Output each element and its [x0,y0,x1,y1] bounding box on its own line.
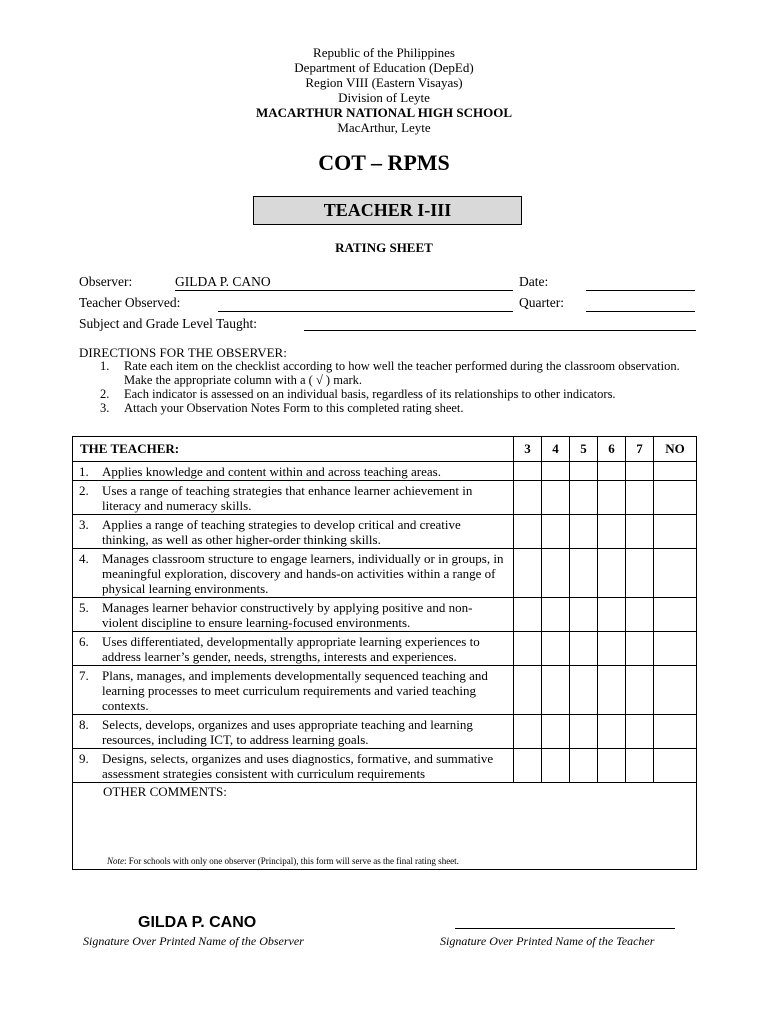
rating-cell[interactable] [542,666,570,715]
rating-cell[interactable] [598,749,626,783]
rating-cell[interactable] [626,462,654,481]
rating-cell[interactable] [598,549,626,598]
indicator-cell [73,666,514,715]
school-name: MACARTHUR NATIONAL HIGH SCHOOL [255,105,513,120]
date-label: Date: [519,274,549,289]
indicator-text: Plans, manages, and implements developmentally sequenced teaching and learning processes to meet curriculum requirements and varied teaching contexts. [102,668,488,713]
rating-cell[interactable] [514,462,542,481]
subject-grade-label: Subject and Grade Level Taught: [79,316,257,331]
direction-number: 3. [100,401,110,415]
header-line-3: Region VIII (Eastern Visayas) [305,75,463,90]
rating-cell[interactable] [542,749,570,783]
rating-cell[interactable] [514,515,542,549]
directions-title: DIRECTIONS FOR THE OBSERVER: [79,345,287,360]
indicator-number: 6. [79,634,89,649]
quarter-label: Quarter: [519,295,564,310]
indicator-cell [73,549,514,598]
quarter-field[interactable] [586,311,695,312]
directions-list [100,359,680,415]
rating-cell[interactable] [542,515,570,549]
teacher-signature-caption: Signature Over Printed Name of the Teacher [440,934,655,948]
rating-cell[interactable] [598,632,626,666]
rating-cell[interactable] [514,632,542,666]
rating-cell[interactable] [598,515,626,549]
school-location: MacArthur, Leyte [337,120,431,135]
indicator-item [73,715,513,748]
indicator-number: 2. [79,483,89,498]
indicator-cell [73,598,514,632]
rating-cell[interactable] [542,632,570,666]
direction-item [100,359,680,387]
rating-cell[interactable] [626,598,654,632]
table-row [73,481,697,515]
teacher-observed-label: Teacher Observed: [79,295,181,310]
rating-cell[interactable] [626,666,654,715]
indicator-text: Manages learner behavior constructively by applying positive and non-violent discipline to ensure learning-focused environments. [102,600,473,630]
table-header-row [73,437,697,462]
table-row [73,598,697,632]
rating-cell[interactable] [598,481,626,515]
comments-row [73,783,697,870]
observer-signature-name: GILDA P. CANO [138,914,257,931]
rating-cell[interactable] [598,666,626,715]
date-field[interactable] [586,290,695,291]
indicator-number: 4. [79,551,89,566]
rating-cell[interactable] [598,462,626,481]
rating-cell[interactable] [654,462,697,481]
indicator-item [73,549,513,597]
rating-cell[interactable] [570,481,598,515]
rating-cell[interactable] [542,462,570,481]
indicator-text: Applies a range of teaching strategies to develop critical and creative thinking, as well as other higher-order thinking skills. [102,517,461,547]
rating-cell[interactable] [598,598,626,632]
form-title: COT – RPMS [318,150,450,175]
table-row [73,515,697,549]
table-row [73,666,697,715]
rating-table [72,436,697,870]
form-subtitle: RATING SHEET [335,240,433,255]
indicator-cell [73,632,514,666]
document-header [0,45,768,135]
rating-column-header: 7 [626,437,654,462]
direction-item [100,401,680,415]
rating-cell[interactable] [654,549,697,598]
rating-cell[interactable] [514,598,542,632]
teacher-signature-line[interactable] [455,928,675,929]
indicator-text: Uses a range of teaching strategies that enhance learner achievement in literacy and numeracy skills. [102,483,473,513]
subject-grade-field[interactable] [304,330,696,331]
indicator-item [73,632,513,665]
direction-text: Each indicator is assessed on an individual basis, regardless of its relationships to other indicators. [124,387,616,401]
rating-cell[interactable] [514,749,542,783]
rating-column-header: 6 [598,437,626,462]
direction-item [100,387,680,401]
observer-value: GILDA P. CANO [175,274,271,289]
direction-text: Rate each item on the checklist according to how well the teacher performed during the classroom observation. Make the appropriate column with a ( √ ) mark. [124,359,680,387]
indicator-cell [73,462,514,481]
indicator-cell [73,515,514,549]
rating-column-header: NO [654,437,697,462]
table-row [73,462,697,481]
rating-column-header: 5 [570,437,598,462]
indicator-text: Applies knowledge and content within and across teaching areas. [102,464,441,479]
indicator-number: 3. [79,517,89,532]
rating-column-header: 3 [514,437,542,462]
rating-cell[interactable] [570,549,598,598]
rating-cell[interactable] [626,481,654,515]
teacher-column-header: THE TEACHER: [73,437,514,462]
rating-cell[interactable] [570,715,598,749]
rating-cell[interactable] [654,666,697,715]
indicator-text: Selects, develops, organizes and uses appropriate teaching and learning resources, including ICT, to address learning goals. [102,717,473,747]
table-row [73,715,697,749]
grade-level-box: TEACHER I-III [253,196,522,225]
rating-cell[interactable] [514,715,542,749]
rating-cell[interactable] [514,481,542,515]
direction-text: Attach your Observation Notes Form to this completed rating sheet. [124,401,464,415]
direction-number: 2. [100,387,110,401]
rating-cell[interactable] [514,549,542,598]
indicator-number: 8. [79,717,89,732]
indicator-item [73,462,513,480]
rating-cell[interactable] [654,515,697,549]
table-row [73,549,697,598]
rating-cell[interactable] [626,549,654,598]
rating-cell[interactable] [626,515,654,549]
rating-cell[interactable] [626,715,654,749]
indicator-item [73,481,513,514]
indicator-number: 7. [79,668,89,683]
observer-label: Observer: [79,274,133,289]
indicator-cell [73,715,514,749]
indicator-number: 9. [79,751,89,766]
rating-cell[interactable] [654,715,697,749]
indicator-item [73,598,513,631]
rating-cell[interactable] [570,515,598,549]
indicator-item [73,666,513,714]
note-text [107,856,459,866]
rating-cell[interactable] [570,462,598,481]
rating-cell[interactable] [570,666,598,715]
comments-label: OTHER COMMENTS: [103,784,227,799]
rating-cell[interactable] [542,715,570,749]
header-line-2: Department of Education (DepEd) [294,60,474,75]
indicator-text: Designs, selects, organizes and uses diagnostics, formative, and summative assessment strategies consistent with curriculum requirements [102,751,494,781]
indicator-text: Uses differentiated, developmentally appropriate learning experiences to address learner’s gender, needs, strengths, interests and experiences. [102,634,480,664]
rating-cell[interactable] [654,598,697,632]
header-line-1: Republic of the Philippines [313,45,455,60]
rating-column-header: 4 [542,437,570,462]
indicator-cell [73,481,514,515]
rating-cell[interactable] [626,632,654,666]
rating-cell[interactable] [542,481,570,515]
rating-cell[interactable] [570,632,598,666]
header-line-4: Division of Leyte [338,90,430,105]
observer-field[interactable] [175,290,513,291]
rating-cell[interactable] [542,598,570,632]
rating-cell[interactable] [654,632,697,666]
note-body: : For schools with only one observer (Principal), this form will serve as the final rating sheet. [124,856,459,866]
observer-signature-caption: Signature Over Printed Name of the Observer [83,934,304,948]
indicator-item [73,515,513,548]
rating-cell[interactable] [542,549,570,598]
teacher-observed-field[interactable] [218,311,513,312]
rating-cell[interactable] [654,481,697,515]
direction-number: 1. [100,359,110,373]
rating-cell[interactable] [626,749,654,783]
indicator-number: 5. [79,600,89,615]
table-row [73,749,697,783]
indicator-text: Manages classroom structure to engage learners, individually or in groups, in meaningful exploration, discovery and hands-on activities within a range of physical learning environments. [102,551,504,596]
indicator-number: 1. [79,464,89,479]
indicator-item [73,749,513,782]
rating-cell[interactable] [570,598,598,632]
rating-cell[interactable] [654,749,697,783]
rating-cell[interactable] [598,715,626,749]
table-row [73,632,697,666]
rating-cell[interactable] [514,666,542,715]
rating-cell[interactable] [570,749,598,783]
indicator-cell [73,749,514,783]
comments-cell[interactable] [73,783,697,870]
note-prefix: Note [107,856,124,866]
